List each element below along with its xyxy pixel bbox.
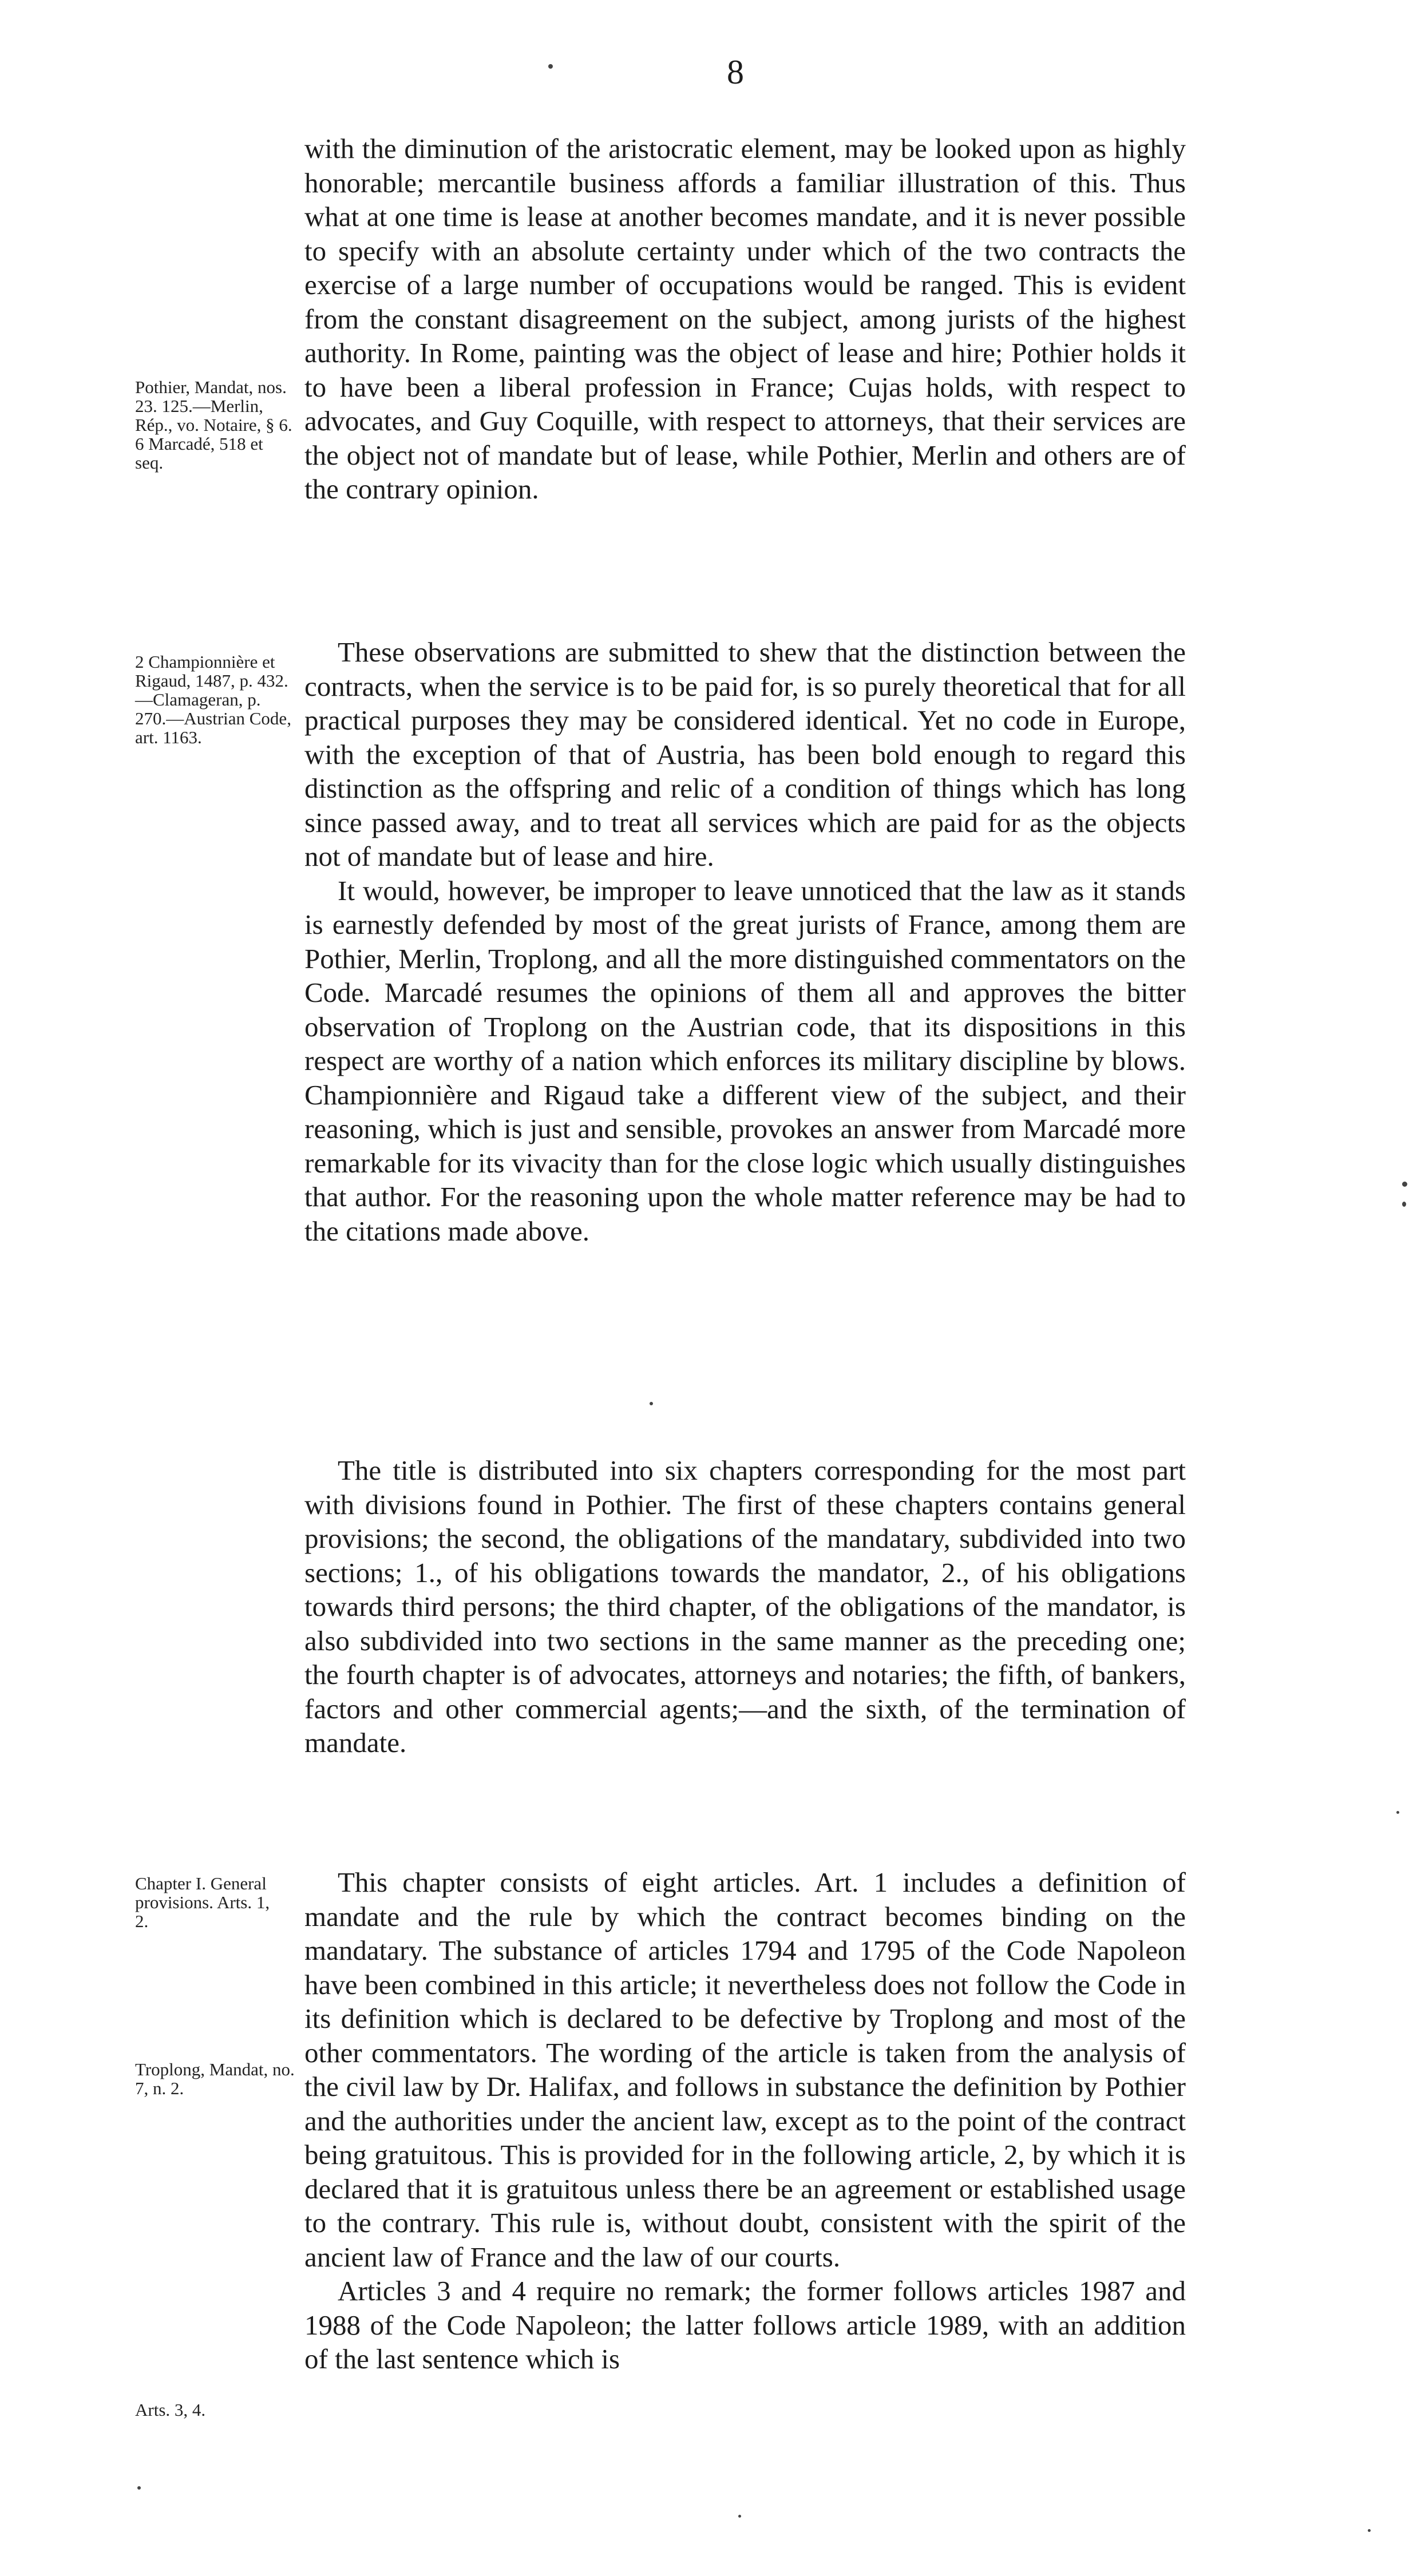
scan-speck [650, 1402, 653, 1405]
scan-speck [1402, 1202, 1406, 1207]
scan-speck [738, 2515, 741, 2518]
scan-speck [1402, 1182, 1407, 1187]
scan-speck [1368, 2529, 1371, 2532]
margin-note-championniere: 2 Championnière et Rigaud, 1487, p. 432.—Clamageran, p. 270.—Austrian Code, art. 1163. [135, 652, 291, 747]
paragraph-1 [304, 132, 1186, 506]
paragraph-3-text: It would, however, be improper to leave unnoticed that the law as it stands is earnestly defended by most of the great jurists of France, among them are Pothier, Merlin, Troplong, and all the more distinguished commentators on the Code. Marcadé resumes the opinions of them all and approves the bitter observation of Troplong on the Austrian code, that its dispositions in this respect are worthy of a nation which enforces its military discipline by blows. Championnière and Rigaud take a different view of the subject, and their reasoning, which is just and sensible, provokes an answer from Marcadé more remarkable for its vivacity than for the close logic which usually distinguishes that author. For the reasoning upon the whole matter reference may be had to the citations made above. [304, 874, 1186, 1247]
scan-speck [548, 64, 553, 69]
paragraph-4-text: The title is distributed into six chapters corresponding for the most part with divisions found in Pothier. The first of these chapters contains general provisions; the second, the obligations of the mandatary, subdivided into two sections; 1., of his obligations towards the mandator, 2., of his obligations towards third persons; the third chapter, of the obligations of the mandator, is also subdivided into two sections in the same manner as the preceding one; the fourth chapter is of advocates, attorneys and notaries; the fifth, of bankers, factors and other commercial agents;—and the sixth, of the termination of mandate. [304, 1455, 1186, 1758]
paragraph-5-text: This chapter consists of eight articles. Art. 1 includes a definition of mandate and the rule by which the contract becomes binding on the mandatary. The substance of articles 1794 and 1795 of the Code Napoleon have been combined in this article; it nevertheless does not follow the Code in its definition which is declared to be defective by Troplong and most of the other commentators. The wording of the article is taken from the analysis of the civil law by Dr. Halifax, and follows in substance the definition by Pothier and the authorities under the ancient law, except as to the point of the contract being gratuitous. This is provided for in the following article, 2, by which it is declared that it is gratuitous unless there be an agreement or established usage to the contrary. This rule is, without doubt, consistent with the spirit of the ancient law of France and the law of our courts. [304, 1866, 1186, 2273]
page-number: 8 [727, 53, 744, 91]
paragraph-1-text: with the diminution of the aristocratic element, may be looked upon as highly honorable; mercantile business affords a familiar illustration of this. Thus what at one time is lease at another becomes mandate, and it is never possible to specify with an absolute certainty under which of the two contracts the exercise of a large number of occupations would be ranged. This is evident from the constant disagreement on the subject, among jurists of the highest authority. In Rome, painting was the object of lease and hire; Pothier holds it to have been a liberal profession in France; Cujas holds, with respect to advocates, and Guy Coquille, with respect to attorneys, that their services are the object not of mandate but of lease, while Pothier, Merlin and others are of the contrary opinion. [304, 133, 1186, 505]
paragraph-group-5 [304, 1865, 1186, 2376]
scan-speck [137, 2486, 141, 2490]
paragraph-4 [304, 1453, 1186, 1760]
scan-speck [1396, 1811, 1399, 1814]
margin-note-pothier: Pothier, Mandat, nos. 23. 125.—Merlin, Rép., vo. Notaire, § 6. 6 Marcadé, 518 et seq. [135, 377, 292, 473]
margin-note-troplong: Troplong, Mandat, no. 7, n. 2. [135, 2059, 295, 2098]
paragraph-2-text: These observations are submitted to shew that the distinction between the contracts, when the service is to be paid for, is so purely theoretical that for all practical purposes they may be considered identical. Yet no code in Europe, with the exception of that of Austria, has been bold enough to regard this distinction as the offspring and relic of a condition of things which has long since passed away, and to treat all services which are paid for as the objects not of mandate but of lease and hire. [304, 636, 1186, 872]
margin-note-chapter-1: Chapter I. General provisions. Arts. 1, 2. [135, 1873, 270, 1931]
margin-note-arts-3-4: Arts. 3, 4. [135, 2400, 206, 2420]
paragraph-group-2 [304, 635, 1186, 1248]
paragraph-6-text: Articles 3 and 4 require no remark; the former follows articles 1987 and 1988 of the Code Napoleon; the latter follows article 1989, with an addition of the last sentence which is [304, 2275, 1186, 2375]
